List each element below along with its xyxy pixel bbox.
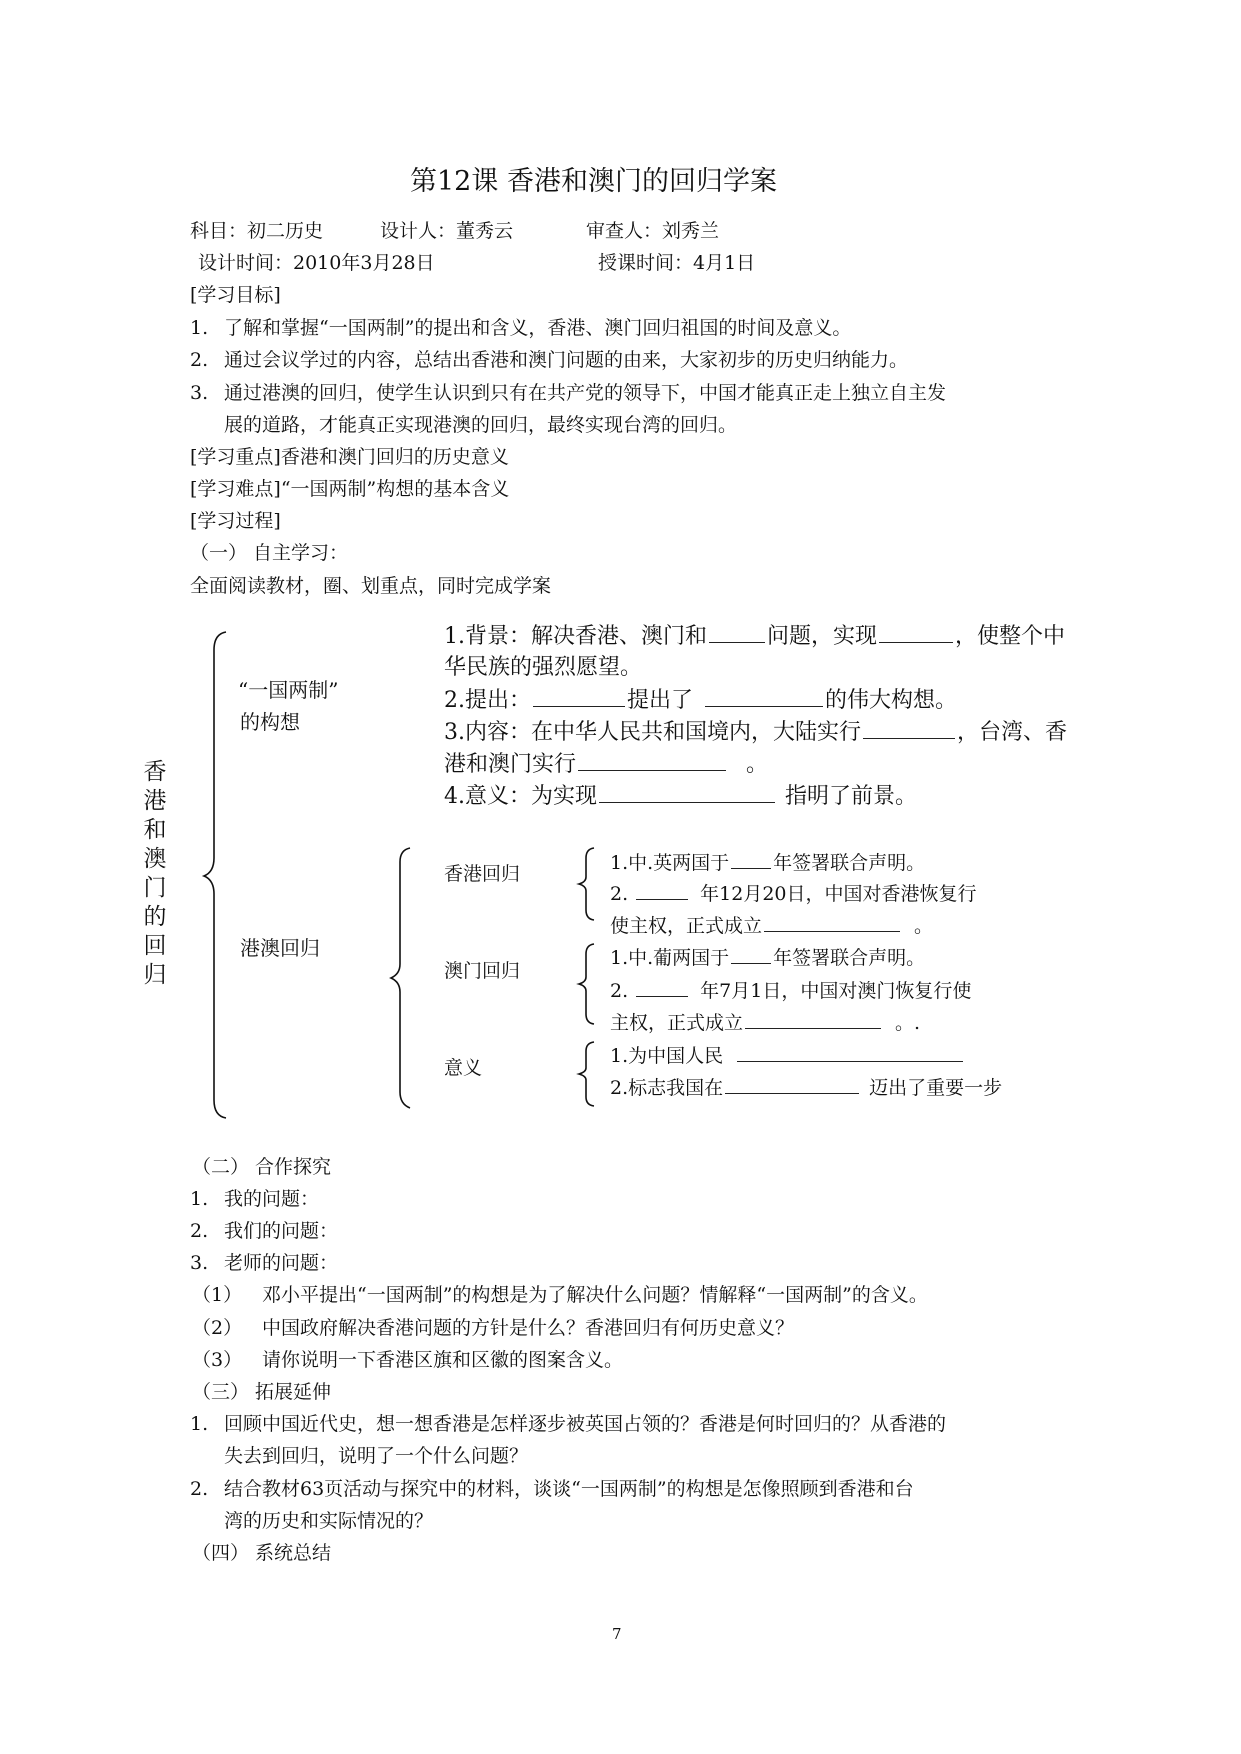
- goal-item: 通过会议学过的内容，总结出香港和澳门问题的由来，大家初步的历史归纳能力。: [224, 349, 909, 371]
- significance-label: 意义: [444, 1057, 483, 1079]
- text: 年签署联合声明。: [773, 852, 926, 874]
- macau-brace: [576, 942, 598, 1026]
- question-number: （1）: [192, 1284, 243, 1306]
- root-brace: [200, 630, 230, 1120]
- part2-number: 2.: [190, 1220, 209, 1242]
- difficulty: [学习难点]“一国两制”构想的基本含义: [190, 478, 510, 500]
- hk-line-3: [610, 911, 933, 938]
- part3-heading: （三） 拓展延伸: [192, 1381, 332, 1403]
- text: 2.: [610, 883, 629, 905]
- fill-blank[interactable]: [731, 848, 771, 869]
- text: 。: [746, 752, 769, 777]
- subject-label: 科目：初二历史: [190, 220, 324, 242]
- background-line: [444, 622, 1065, 651]
- teach-time-label: 授课时间：4月1日: [598, 252, 756, 274]
- design-time-label: 设计时间：2010年3月28日: [198, 252, 435, 274]
- branch1-label: “一国两制”: [238, 678, 339, 702]
- hk-line-2: [610, 879, 977, 906]
- text: 年12月20日，中国对香港恢复行: [700, 883, 977, 905]
- text: 问题，实现: [767, 624, 878, 649]
- fill-blank[interactable]: [599, 782, 775, 803]
- goal-item: 通过港澳的回归，使学生认识到只有在共产党的领导下，中国才能真正走上独立自主发: [224, 382, 947, 404]
- page-title: 第12课 香港和澳门的回归学案: [410, 166, 777, 197]
- hk-brace: [576, 846, 598, 922]
- branch2-label: 港澳回归: [240, 936, 320, 960]
- significance-brace: [576, 1040, 598, 1108]
- macau-return-label: 澳门回归: [444, 960, 521, 982]
- part3-item-continued: 湾的历史和实际情况的？: [224, 1510, 434, 1532]
- fill-blank[interactable]: [764, 911, 900, 932]
- branch1-label: 的构想: [240, 710, 300, 734]
- text: 指明了前景。: [785, 784, 918, 809]
- text: 。.: [895, 1012, 921, 1034]
- question-number: （2）: [192, 1317, 243, 1339]
- question-text: 请你说明一下香港区旗和区徽的图案含义。: [262, 1349, 624, 1371]
- goal-item-continued: 展的道路，才能真正实现港澳的回归，最终实现台湾的回归。: [224, 414, 738, 436]
- fill-blank[interactable]: [636, 879, 688, 900]
- hk-return-label: 香港回归: [444, 863, 521, 885]
- text: 港和澳门实行: [444, 752, 577, 777]
- text: 1.中.英两国于: [610, 852, 730, 874]
- text: 4.意义：为实现: [444, 784, 597, 809]
- macau-line-2: [610, 976, 971, 1003]
- text: 年7月1日，中国对澳门恢复行使: [700, 980, 972, 1002]
- part2-item: 我们的问题：: [224, 1220, 339, 1242]
- fill-blank[interactable]: [533, 686, 625, 707]
- process-heading: [学习过程]: [190, 510, 281, 532]
- part3-number: 1.: [190, 1413, 209, 1435]
- significance-line: [444, 782, 917, 811]
- text: 使主权，正式成立: [610, 915, 763, 937]
- text: 1.中.葡两国于: [610, 947, 730, 969]
- fill-blank[interactable]: [578, 750, 726, 771]
- fill-blank[interactable]: [636, 976, 688, 997]
- macau-line-3: [610, 1008, 920, 1035]
- text: 2.标志我国在: [610, 1077, 724, 1099]
- significance-line-2: [610, 1073, 1002, 1100]
- content-line: [444, 718, 1067, 747]
- part1-instruction: 全面阅读教材，圈、划重点，同时完成学案: [190, 575, 552, 597]
- part2-number: 1.: [190, 1188, 209, 1210]
- question-number: （3）: [192, 1349, 243, 1371]
- text: 的伟大构想。: [825, 688, 958, 713]
- text: 1.为中国人民: [610, 1045, 724, 1067]
- macau-line-1: [610, 943, 925, 970]
- part4-heading: （四） 系统总结: [192, 1542, 332, 1564]
- goal-item: 了解和掌握“一国两制”的提出和含义，香港、澳门回归祖国的时间及意义。: [224, 317, 852, 339]
- hk-line-1: [610, 848, 925, 875]
- goal-number: 3.: [190, 382, 209, 404]
- part3-item-continued: 失去到回归，说明了一个什么问题？: [224, 1445, 529, 1467]
- question-text: 中国政府解决香港问题的方针是什么？香港回归有何历史意义？: [262, 1317, 795, 1339]
- branch2-brace: [388, 846, 414, 1110]
- question-text: 邓小平提出“一国两制”的构想是为了解决什么问题？情解释“一国两制”的含义。: [262, 1284, 928, 1306]
- text: 3.内容：在中华人民共和国境内，大陆实行: [444, 720, 861, 745]
- text: 。: [914, 915, 934, 937]
- page-number: 7: [612, 1625, 622, 1643]
- fill-blank[interactable]: [725, 1073, 859, 1094]
- text: 迈出了重要一步: [869, 1077, 1003, 1099]
- key-point: [学习重点]香港和澳门回归的历史意义: [190, 446, 509, 468]
- diagram-root-label: 香港和澳门的回归: [143, 759, 167, 988]
- text: 2.: [610, 980, 629, 1002]
- fill-blank[interactable]: [705, 686, 823, 707]
- significance-line-1: [610, 1041, 965, 1068]
- part2-number: 3.: [190, 1252, 209, 1274]
- fill-blank[interactable]: [745, 1008, 881, 1029]
- part2-item: 老师的问题：: [224, 1252, 339, 1274]
- fill-blank[interactable]: [879, 622, 953, 643]
- part2-item: 我的问题：: [224, 1188, 320, 1210]
- part3-item: 回顾中国近代史，想一想香港是怎样逐步被英国占领的？香港是何时回归的？从香港的: [224, 1413, 947, 1435]
- part1-heading: （一） 自主学习：: [190, 542, 349, 564]
- text: 年签署联合声明。: [773, 947, 926, 969]
- part3-item: 结合教材63页活动与探究中的材料，谈谈“一国两制”的构想是怎像照顾到香港和台: [224, 1478, 914, 1500]
- content-line-continued: [444, 750, 768, 779]
- text: 2.提出：: [444, 688, 531, 713]
- text: ，使整个中: [955, 624, 1066, 649]
- goal-number: 2.: [190, 349, 209, 371]
- background-line-continued: 华民族的强烈愿望。: [444, 655, 643, 680]
- text: ，台湾、香: [957, 720, 1068, 745]
- text: 提出了: [627, 688, 694, 713]
- goal-number: 1.: [190, 317, 209, 339]
- fill-blank[interactable]: [737, 1041, 963, 1062]
- part3-number: 2.: [190, 1478, 209, 1500]
- text: 1.背景：解决香港、澳门和: [444, 624, 707, 649]
- fill-blank[interactable]: [709, 622, 765, 643]
- designer-label: 设计人：董秀云: [380, 220, 514, 242]
- part2-heading: （二） 合作探究: [192, 1156, 332, 1178]
- reviewer-label: 审查人：刘秀兰: [586, 220, 720, 242]
- goals-heading: [学习目标]: [190, 284, 281, 306]
- proposal-line: [444, 686, 957, 715]
- fill-blank[interactable]: [863, 718, 955, 739]
- text: 主权，正式成立: [610, 1012, 744, 1034]
- fill-blank[interactable]: [731, 943, 771, 964]
